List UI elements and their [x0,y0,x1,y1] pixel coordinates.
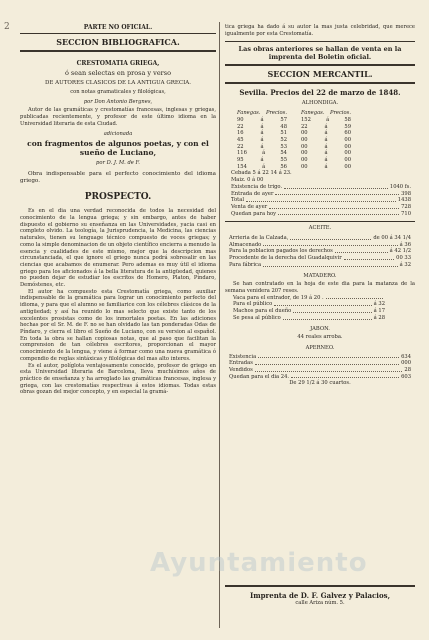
grain-cell: 00 [301,163,308,170]
rule [225,64,415,66]
dot-leader [290,235,371,240]
matadero-value: á 28 [373,314,385,321]
grain-row [301,117,351,124]
grain-cell: 00 [344,136,351,143]
imprint-address: calle Ariza núm. 5. [295,600,345,606]
matadero-text: Se han contratado en la hoja de este dia para la matanza de la semana venidera 207 reses. [225,281,415,294]
rule [20,33,216,34]
aceite-value: á 42 1/2 [389,248,411,255]
matadero-label: Para el público [233,301,273,308]
grain-cell: á [260,116,264,123]
apeneo-row [229,354,411,361]
dot-leader [291,374,399,379]
book-subtitle-2: DE AUTORES CLASICOS DE LA ANTIGUA GRECIA. [44,80,192,86]
grain-row [301,157,351,164]
alhondiga-heading: ALHONDIGA. [301,100,339,107]
aceite-row [229,235,411,242]
grain-rows [237,117,287,171]
aceite-row [229,248,411,255]
matadero-row [233,315,385,322]
author-line: por Don Antonio Bergnes, [83,98,153,105]
jabon-price: 44 reales arroba. [297,334,343,341]
grain-cell: á [324,150,328,157]
grain-cell: 56 [280,163,287,170]
dot-leader [335,248,388,253]
grain-cell: á [324,163,328,170]
grain-cell: 48 [280,123,287,130]
dot-leader [263,242,397,247]
aceite-heading: ACEITE. [308,225,332,232]
grain-cell: 22 [237,143,244,150]
apeneo-price: De 29 1/2 á 30 cuartos. [289,380,351,387]
grain-cell: á [262,150,266,157]
stock-row [231,211,411,218]
jabon-heading: JABON. [310,325,330,332]
stock-row [231,197,411,204]
paragraph: Es en el dia una verdad reconocida de todos la necesidad del conocimiento de la lengua griega; y sin embargo, antes de haber dispuesto el gobierno su enseñanza en las Universidades, yacia casi en completo olvido. La teología, la Jurisprudencia, la Medicina, las ciencias naturales, tienen su lenguage técnico compuesto de voces griegas; y como la simple denominacion de un objeto científico encierra a menudo la esencia y cualidades de este mismo, mejor que la descripcion mas circunstanciada, el que ignore el griego nunca podrá sobresalir en las ciencias que acabamos de enumerar. Pero ademas es muy útil el idioma griego para los aficionados á la bella literatura de la antigüedad, quienes no pueden dejar de estudiar los escritos de Homero, Platon, Píndaro, Demóstenes, etc. [20,208,216,289]
grain-rows [301,117,351,171]
dot-leader [263,262,398,267]
grain-cell: á [326,116,330,123]
grain-cell: á [260,143,264,150]
stock-value: 1438 [397,197,411,204]
matadero-value: á 32 [373,301,385,308]
indispensable-line: Obra indispensable para el perfecto conocimiento del idioma griego. [20,170,216,184]
grain-cell: 60 [344,130,351,137]
grain-cell: 00 [301,143,308,150]
stock-label: Existencia de trigo. [231,183,283,190]
grain-cell: 16 [237,130,244,137]
stock-row [231,184,411,191]
matadero-table [233,295,385,322]
grain-cell: á [260,130,264,137]
cebada-line: Cebada 5 á 22 14 á 23. [231,170,292,177]
dot-leader [326,295,383,300]
grain-cell: á [260,157,264,164]
aceite-table [229,235,411,269]
grain-cell: 22 [237,123,244,130]
rule [20,50,216,52]
apeneo-value: 634 [401,353,411,360]
grain-cell: 00 [344,163,351,170]
left-column [20,24,216,396]
grain-cell: 58 [344,116,351,123]
grain-cell: 00 [344,157,351,164]
grain-cell: 22 [301,123,308,130]
dot-leader [255,360,399,365]
stock-label: Venta de ayer [231,203,268,210]
grain-cell: á [324,136,328,143]
grain-row [301,137,351,144]
apeneo-heading: APERNEO. [305,344,335,351]
grain-row [301,164,351,171]
grain-cell: 00 [301,157,308,164]
grain-row [237,137,287,144]
apeneo-value: 603 [401,373,411,380]
apeneo-label: Existencia [229,353,257,360]
matadero-row [233,308,385,315]
grain-cell: 154 [237,163,247,170]
fragments-line: con fragmentos de algunos poetas, y con el sueño de Luciano, [27,139,209,158]
grain-table [237,110,415,170]
stock-value: 398 [401,190,411,197]
rule [225,585,415,587]
grain-cell: 90 [237,116,244,123]
apeneo-row [229,367,411,374]
grain-cell: á [260,123,264,130]
grain-row [301,130,351,137]
aceite-value: á 32 [399,261,411,268]
apeneo-row [229,360,411,367]
apeneo-label: Entradas [229,360,253,367]
column-divider [219,22,220,628]
dot-leader [274,301,371,306]
stock-value: 710 [401,210,411,217]
stock-row [231,204,411,211]
parte-heading: PARTE NO OFICIAL. [83,24,153,31]
grain-cell: 57 [280,116,287,123]
aceite-label: Arrieria de la Calzada, [229,235,289,242]
grain-row [237,157,287,164]
dot-leader [344,255,394,260]
grain-cell: 53 [280,143,287,150]
grain-cell: 116 [237,150,247,157]
grain-col-2 [301,110,351,170]
grain-cell: 52 [280,136,287,143]
continued-text: tica griega ha dado á su autor la mas justa celebridad, que merece igualmente por esta Crestomatía. [225,24,415,37]
author-description: Autor de las gramáticas y crestomatías francesas, inglesas y griegas, publicadas recientemente, y profesor de este último idioma en la Universidad literaria de esta Ciudad. [20,107,216,127]
grain-cell: á [324,157,328,164]
right-column [225,24,415,387]
dot-leader [258,354,399,359]
dot-leader [284,184,388,189]
watermark: Ayuntamiento [150,548,368,578]
aceite-value: de 00 á 34 1/4 [373,235,411,242]
grain-cell: 59 [344,123,351,130]
aceite-row [229,262,411,269]
grain-cell: 152 [301,116,311,123]
stock-table [231,184,411,218]
stock-row [231,191,411,198]
grain-cell: á [324,123,328,130]
paragraph: Es el autor, políglota ventajosamente conocido, profesor de griego en esta Universidad literaria de Barcelona, lleva muchísimos años de práctico de enseñanza y ha arreglado las gramáticas francesas, inglesa y griega, con las crestomatías respectivas á estos idiomas. Todas estas obras gozan del mejor concepto, y en especial la gramá- [20,362,216,396]
stock-label: Entrada de ayer [231,190,274,197]
dot-leader [278,211,399,216]
apeneo-label: Vendidos [229,367,253,374]
apeneo-value: 28 [404,367,411,374]
imprint [225,583,415,607]
matadero-label: Machos para el dueño [233,308,292,315]
rule [225,82,415,84]
apeneo-value: 000 [401,360,411,367]
matadero-label: Se pesa al público [233,314,281,321]
grain-cell: 00 [301,150,308,157]
grain-cell: 00 [344,150,351,157]
dot-leader [246,197,396,202]
dot-leader [293,308,371,313]
book-title: CRESTOMATIA GRIEGA, [76,60,160,67]
grain-cell: 00 [301,130,308,137]
grain-cell: á [324,130,328,137]
aceite-label: Para fábrica [229,261,262,268]
dot-leader [269,204,399,209]
added-line: adicionada [103,130,133,137]
stock-value: 1040 fs. [389,183,411,190]
grain-row [237,130,287,137]
grain-cell: á [262,163,266,170]
grain-cell: 54 [280,150,287,157]
rule [225,221,415,222]
grain-col-1 [237,110,287,170]
grain-cell: 45 [237,136,244,143]
sale-note: Las obras anteriores se hallan de venta en la imprenta del Boletin oficial. [238,45,402,62]
grain-cell: á [260,136,264,143]
prospecto-heading: PROSPECTO. [84,192,152,203]
grain-cell: 00 [344,143,351,150]
date-line: Sevilla. Precios del 22 de marzo de 1848. [239,88,401,98]
paragraph: El autor ha compuesto esta Crestomatía griega, como auxiliar indispensable de la gramática para lograr un conocimiento perfecto del idioma, y para que el alumno se familiarice con los célebres clásicos de la antigüedad; y así ha reunido lo mas selecto que existe tanto de los excelentes prosistas como de los inmortales poetas. En las adiciones hechas por el Sr. M. de F. no se han olvidado las tan ponderadas Odas de Píndaro, y cierra el libro el Sueño de Luciano, con su version al español. En toda la obra se hallan copiosas notas, que al paso que facilitan la comprension de tan célebres escritores, proporcionan el mayor conocimiento de la lengua, y viene á formar como una nueva gramática ó compendio de reglas sintáxicas y filológicas del mas alto interes. [20,288,216,362]
grain-row [237,117,287,124]
stock-value: 728 [401,203,411,210]
grain-header: Fanegas. Precios. [301,110,351,117]
section-title: SECCION MERCANTIL. [267,69,373,80]
grain-cell: 51 [280,130,287,137]
stock-label: Total [231,197,245,204]
aceite-label: Almacenado [229,241,262,248]
maiz-line: Maiz. 0 á 00 [231,177,264,184]
dot-leader [275,191,399,196]
grain-cell: á [324,143,328,150]
fragments-by: por D. J. M. de F. [96,160,140,167]
aceite-row [229,242,411,249]
dot-leader [255,367,403,372]
matadero-label: Vaca para el entrador, de 19 á 20 . [233,294,324,301]
grain-cell: 55 [280,157,287,164]
aceite-label: Para la poblacion pagados los derechos [229,248,333,255]
aceite-label: Procedente de la derecha del Guadalquivir [229,255,342,262]
grain-header: Fanegas. Precios. [237,110,287,117]
apeneo-label: Quedan para el dia 24. [229,373,290,380]
book-subtitle-1: ó sean selectas en prosa y verso [64,69,172,77]
rule [225,41,415,42]
aceite-row [229,255,411,262]
imprint-name: Imprenta de D. F. Galvez y Palacios, [249,591,391,600]
grain-cell: 00 [301,136,308,143]
page-stamp: 2 [4,22,10,32]
matadero-value: á 17 [373,308,385,315]
aceite-value: á 36 [399,241,411,248]
section-title: SECCION BIBLIOGRAFICA. [56,37,180,47]
aceite-value: 00 33 [396,255,411,262]
matadero-heading: MATADERO. [303,272,337,279]
grain-cell: 95 [237,157,244,164]
stock-label: Quedan para hoy [231,210,277,217]
notes-line: con notas gramaticales y filológicas, [70,89,166,95]
apeneo-table [229,354,411,381]
dot-leader [283,315,372,320]
